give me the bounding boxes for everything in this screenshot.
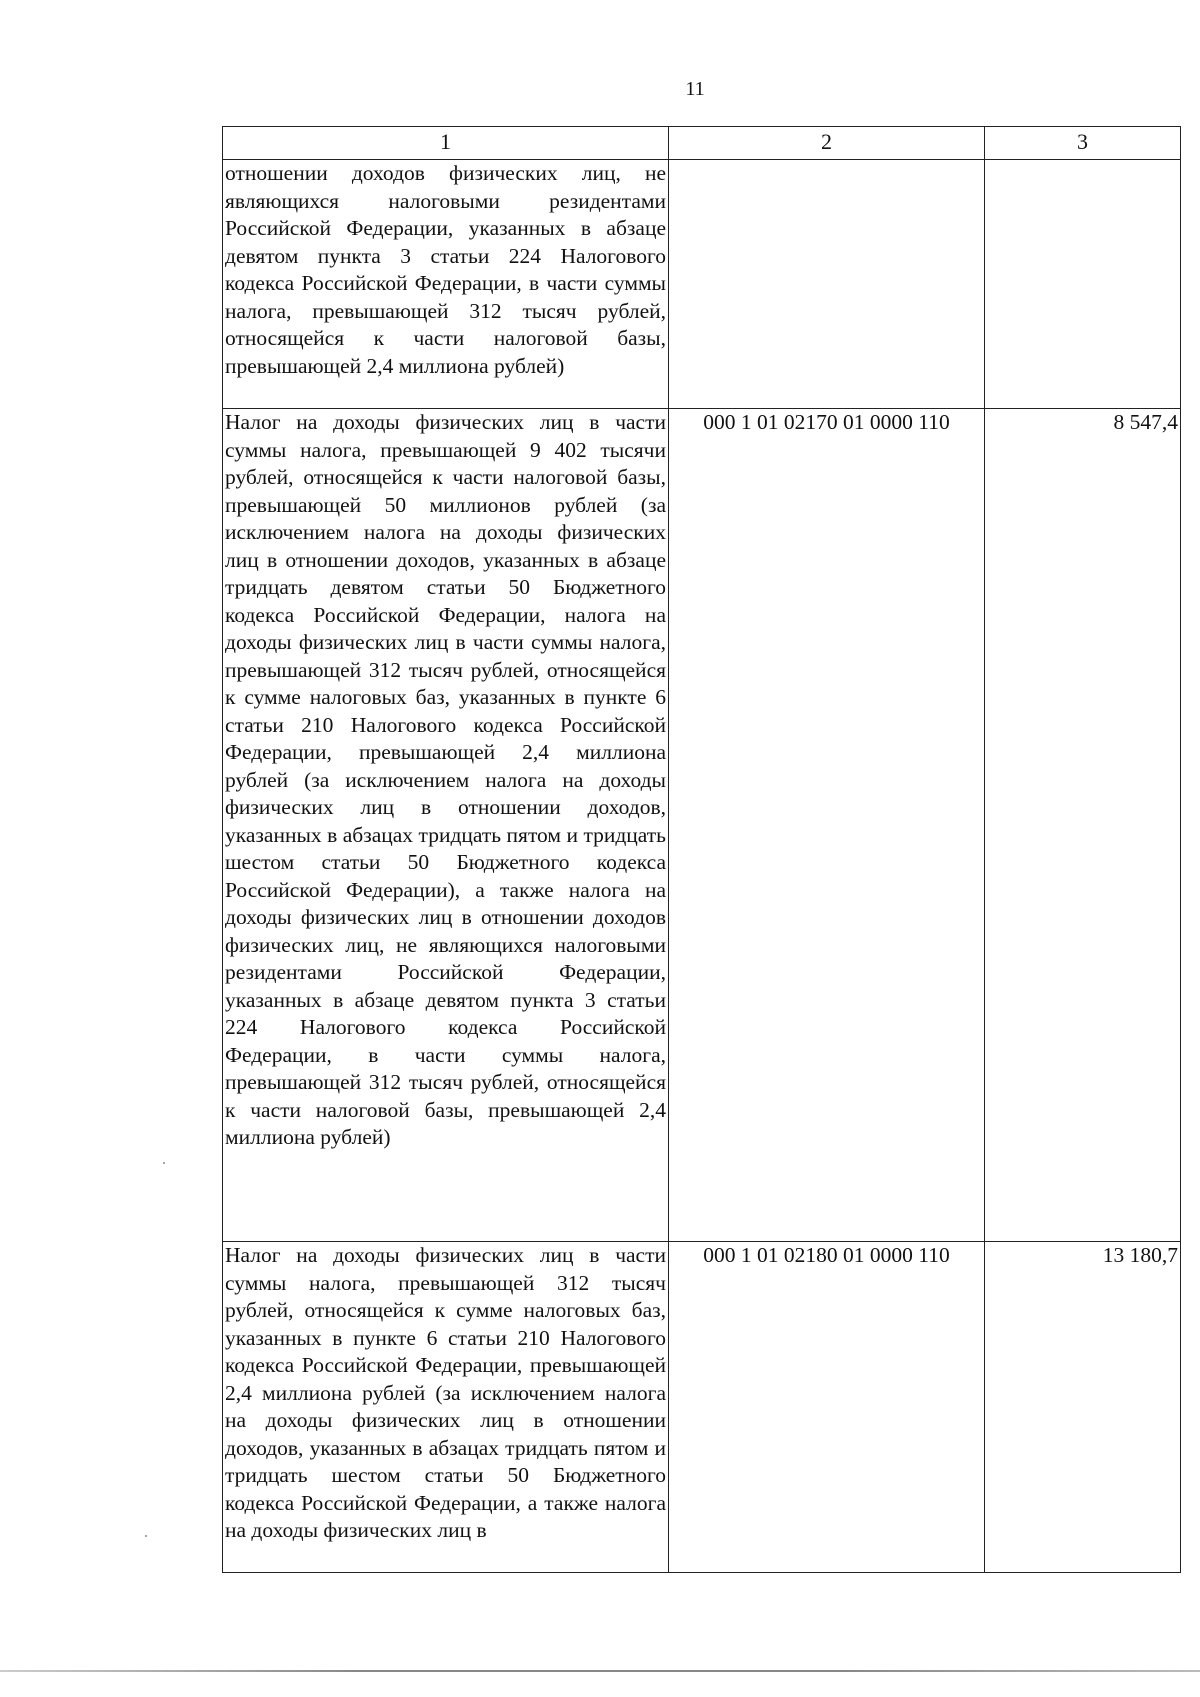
row-description: отношении доходов физических лиц, не являющихся налоговыми резидентами Российской Федерации, указанных в абзаце девятом пункта 3 статьи 224 Налогового кодекса Российской Федерации, в части суммы налога, превышающей 312 тысяч рублей, относящейся к части налоговой базы, превышающей 2,4 миллиона рублей) xyxy=(223,160,669,409)
table-row xyxy=(223,1242,1181,1573)
row-description: Налог на доходы физических лиц в части суммы налога, превышающей 9 402 тысячи рублей, относящейся к части налоговой базы, превышающей 50 миллионов рублей (за исключением налога на доходы физических лиц в отношении доходов, указанных в абзаце тридцать девятом статьи 50 Бюджетного кодекса Российской Федерации, налога на доходы физических лиц в части суммы налога, превышающей 312 тысяч рублей, относящейся к сумме налоговых баз, указанных в пункте 6 статьи 210 Налогового кодекса Российской Федерации, превышающей 2,4 миллиона рублей (за исключением налога на доходы физических лиц в отношении доходов, указанных в абзацах тридцать пятом и тридцать шестом статьи 50 Бюджетного кодекса Российской Федерации), а также налога на доходы физических лиц в отношении доходов физических лиц, не являющихся налоговыми резидентами Российской Федерации, указанных в абзаце девятом пункта 3 статьи 224 Налогового кодекса Российской Федерации, в части суммы налога, превышающей 312 тысяч рублей, относящейся к части налоговой базы, превышающей 2,4 миллиона рублей) xyxy=(223,409,669,1242)
table-row xyxy=(223,409,1181,1242)
scan-edge-line xyxy=(0,1670,1200,1672)
row-amount: 8 547,4 xyxy=(985,409,1181,1242)
revenue-table xyxy=(222,126,1181,1573)
row-code xyxy=(669,160,985,409)
scan-speck xyxy=(145,1535,147,1537)
row-amount: 13 180,7 xyxy=(985,1242,1181,1573)
row-code: 000 1 01 02180 01 0000 110 xyxy=(669,1242,985,1573)
table-header-row xyxy=(223,127,1181,160)
page-number: 11 xyxy=(685,78,705,100)
row-code: 000 1 01 02170 01 0000 110 xyxy=(669,409,985,1242)
column-header-3: 3 xyxy=(985,127,1181,160)
column-header-2: 2 xyxy=(669,127,985,160)
row-description: Налог на доходы физических лиц в части суммы налога, превышающей 312 тысяч рублей, относящейся к сумме налоговых баз, указанных в пункте 6 статьи 210 Налогового кодекса Российской Федерации, превышающей 2,4 миллиона рублей (за исключением налога на доходы физических лиц в отношении доходов, указанных в абзацах тридцать пятом и тридцать шестом статьи 50 Бюджетного кодекса Российской Федерации, а также налога на доходы физических лиц в xyxy=(223,1242,669,1573)
column-header-1: 1 xyxy=(223,127,669,160)
table-row xyxy=(223,160,1181,409)
scan-speck xyxy=(163,1162,165,1164)
row-amount xyxy=(985,160,1181,409)
